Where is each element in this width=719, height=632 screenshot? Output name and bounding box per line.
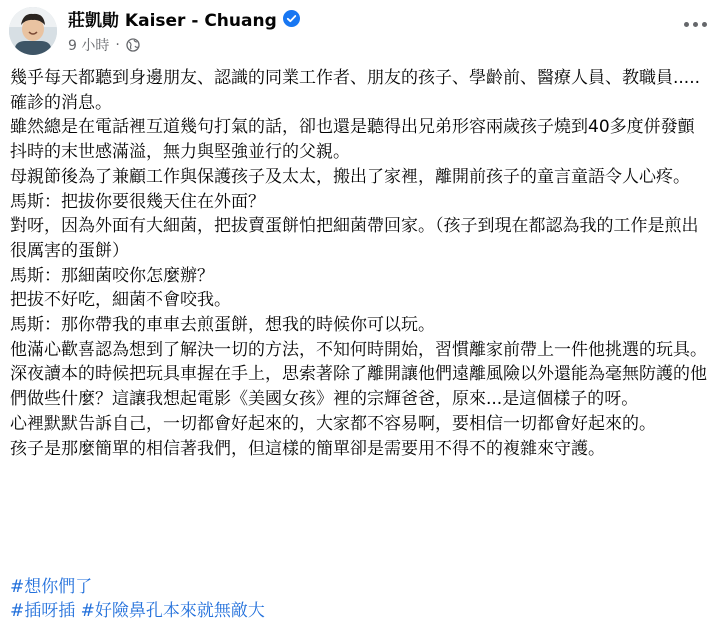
meta-separator: · xyxy=(115,37,120,53)
hashtag-link[interactable]: #想你們了 xyxy=(10,577,93,597)
more-dot-icon xyxy=(693,22,698,27)
avatar-photo xyxy=(9,7,57,55)
author-name-row xyxy=(68,6,300,31)
author-name[interactable]: 莊凱勛 Kaiser - Chuang xyxy=(68,11,277,31)
post-body xyxy=(10,66,710,461)
post-paragraph: 馬斯：那你帶我的車車去煎蛋餅，想我的時候你可以玩。 xyxy=(10,315,435,336)
hashtag-link[interactable]: #插呀插 xyxy=(10,601,76,621)
hashtag-line xyxy=(10,575,710,599)
post-paragraph: 馬斯：把拔你要很幾天住在外面？ xyxy=(10,191,265,212)
hashtags xyxy=(10,575,710,623)
hashtag-link[interactable]: #好險鼻孔本來就無敵大 xyxy=(80,601,265,621)
globe-icon xyxy=(126,38,140,52)
more-dot-icon xyxy=(684,22,689,27)
post-paragraph: 孩子是那麼簡單的相信著我們，但這樣的簡單卻是需要用不得不的複雜來守護。 xyxy=(10,438,605,459)
author-avatar[interactable] xyxy=(9,7,57,55)
post-timestamp[interactable]: 9 小時 xyxy=(68,38,110,54)
post-paragraph: 馬斯：那細菌咬你怎麼辦？ xyxy=(10,265,214,286)
verified-badge-icon xyxy=(283,10,300,27)
post-paragraph: 深夜讀本的時候把玩具車握在手上，思索著除了離開讓他們遠離風險以外還能為毫無防護的他們做些什麼？這讓我想起電影《美國女孩》裡的宗輝爸爸，原來...是這個樣子的呀。 xyxy=(10,364,707,410)
post-header xyxy=(0,0,719,62)
post-paragraph: 母親節後為了兼顧工作與保護孩子及太太，搬出了家裡，離開前孩子的童言童語令人心疼。 xyxy=(10,166,690,187)
more-dot-icon xyxy=(702,22,707,27)
post-paragraph: 雖然總是在電話裡互道幾句打氣的話，卻也還是聽得出兄弟形容兩歲孩子燒到40多度併發顫抖時的末世感滿溢，無力與堅強並行的父親。 xyxy=(10,117,695,163)
post-paragraph: 幾乎每天都聽到身邊朋友、認識的同業工作者、朋友的孩子、學齡前、醫療人員、教職員.....確診的消息。 xyxy=(10,68,701,113)
post-paragraph: 對呀，因為外面有大細菌，把拔賣蛋餅怕把細菌帶回家。（孩子到現在都認為我的工作是煎出很厲害的蛋餅） xyxy=(10,216,699,261)
post-paragraph: 他滿心歡喜認為想到了解決一切的方法，不知何時開始，習慣離家前帶上一件他挑選的玩具。 xyxy=(10,339,707,360)
post-meta xyxy=(68,35,140,55)
post-paragraph: 心裡默默告訴自己，一切都會好起來的，大家都不容易啊，要相信一切都會好起來的。 xyxy=(10,413,656,434)
more-options-button[interactable] xyxy=(677,12,713,36)
hashtag-line xyxy=(10,599,710,623)
post-paragraph: 把拔不好吃，細菌不會咬我。 xyxy=(10,290,231,311)
